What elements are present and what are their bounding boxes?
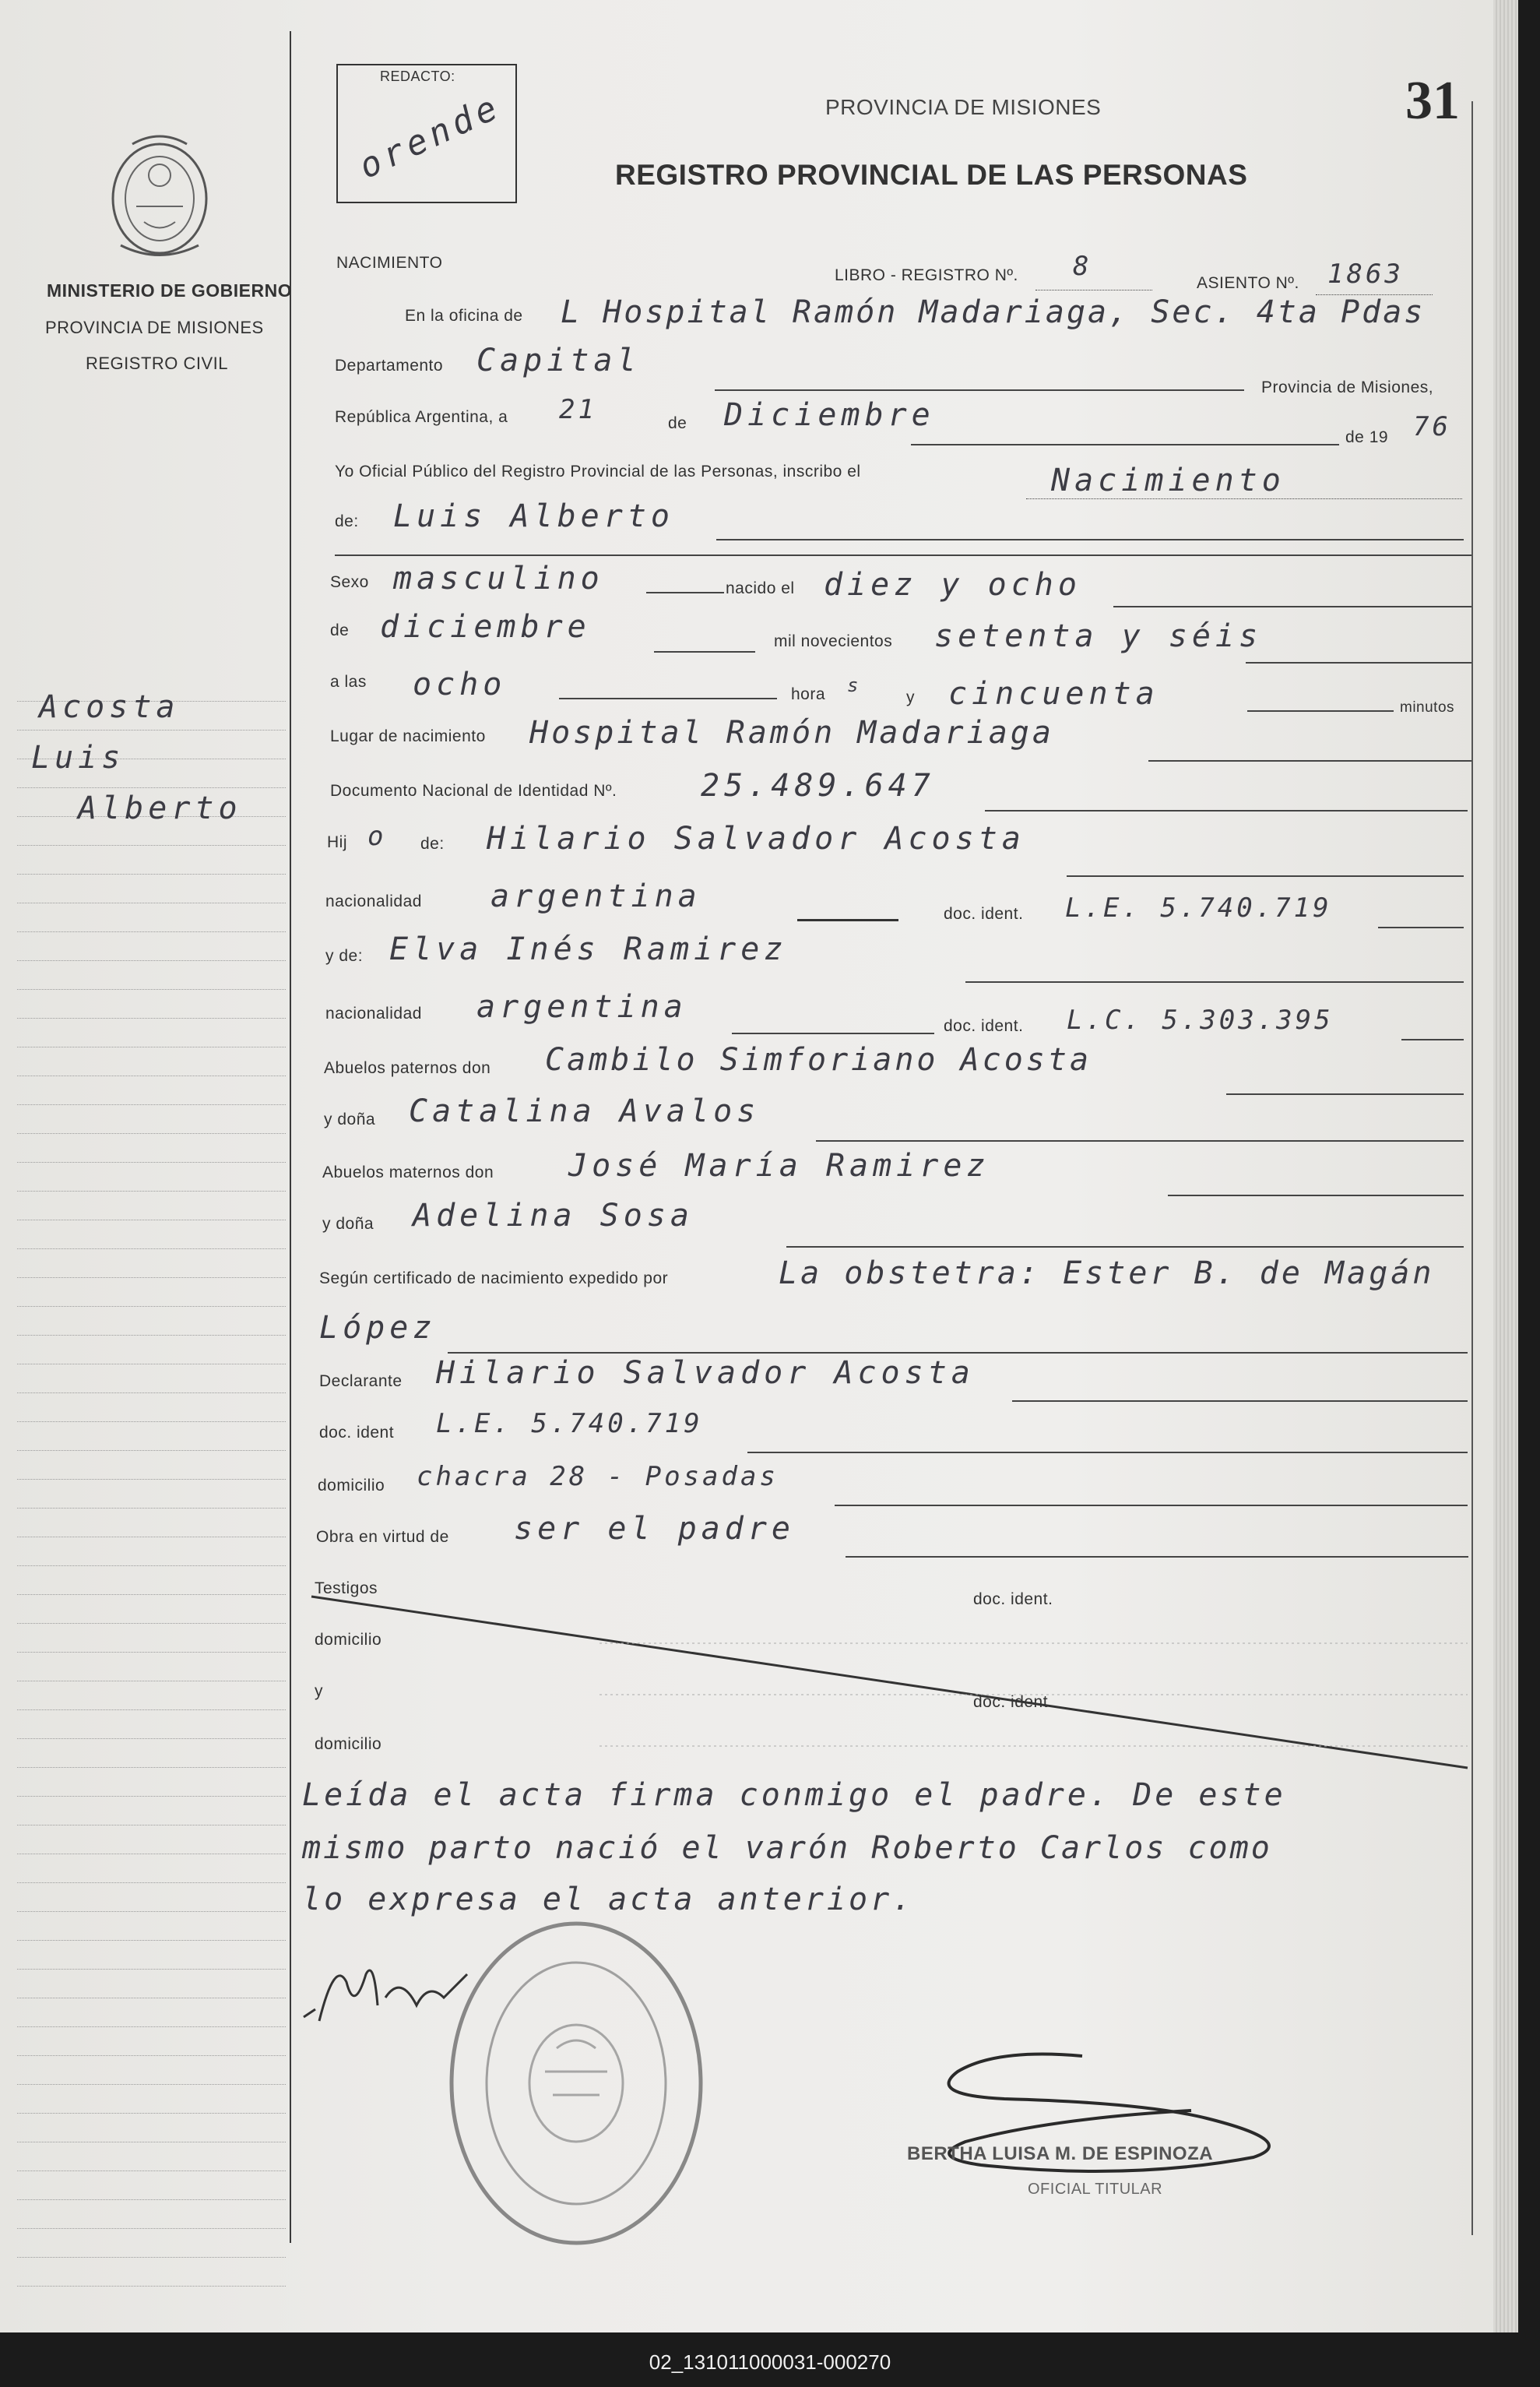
ministry-registry: REGISTRO CIVIL bbox=[86, 354, 229, 373]
right-rule bbox=[1471, 101, 1473, 2235]
hora-line bbox=[559, 698, 777, 699]
lugar-value: Hospital Ramón Madariaga bbox=[529, 715, 1054, 751]
month-value: Diciembre bbox=[724, 397, 935, 433]
mil-value: setenta y séis bbox=[934, 618, 1263, 654]
margin-ruled-line bbox=[17, 2286, 286, 2287]
oficial-value: Nacimiento bbox=[1051, 463, 1285, 498]
madre-value: Elva Inés Ramirez bbox=[389, 931, 788, 967]
margin-ruled-line bbox=[17, 1018, 286, 1019]
sexo-line bbox=[646, 592, 724, 593]
de2-label: de: bbox=[335, 512, 359, 530]
abpat-dona: Catalina Avalos bbox=[409, 1093, 761, 1129]
margin-note-first: Luis bbox=[31, 740, 125, 776]
margin-ruled-line bbox=[17, 989, 286, 990]
obra-label: Obra en virtud de bbox=[316, 1528, 449, 1546]
margin-ruled-line bbox=[17, 874, 286, 875]
margin-ruled-line bbox=[17, 1162, 286, 1163]
mes-line bbox=[654, 651, 755, 653]
minutos-line bbox=[1247, 710, 1394, 712]
segun-value-2: López bbox=[319, 1310, 437, 1346]
note-line-3: lo expresa el acta anterior. bbox=[302, 1882, 915, 1917]
ministry-label: MINISTERIO DE GOBIERNO bbox=[47, 280, 293, 301]
margin-ruled-line bbox=[17, 2228, 286, 2229]
obra-line bbox=[846, 1556, 1468, 1558]
madre-doc-line bbox=[1401, 1039, 1464, 1040]
declarante-line bbox=[1012, 1400, 1468, 1402]
mes-value: diciembre bbox=[380, 609, 591, 645]
margin-ruled-line bbox=[17, 931, 286, 932]
margin-ruled-line bbox=[17, 1421, 286, 1422]
margin-note-surname: Acosta bbox=[39, 689, 180, 725]
redacto-label: REDACTO: bbox=[380, 69, 455, 84]
margin-ruled-line bbox=[17, 2113, 286, 2114]
asiento-value: 1863 bbox=[1327, 259, 1404, 290]
dni-value: 25.489.647 bbox=[701, 768, 935, 804]
margin-ruled-line bbox=[17, 1623, 286, 1624]
hijo-label: Hij bbox=[327, 833, 347, 851]
margin-ruled-line bbox=[17, 1594, 286, 1595]
section-label: NACIMIENTO bbox=[336, 254, 443, 272]
margin-ruled-line bbox=[17, 1767, 286, 1768]
margin-rule bbox=[290, 31, 291, 2243]
margin-ruled-line bbox=[17, 1306, 286, 1307]
official-title: OFICIAL TITULAR bbox=[1028, 2181, 1163, 2198]
lugar-label: Lugar de nacimiento bbox=[330, 727, 486, 745]
hijo-suffix: o bbox=[367, 821, 387, 852]
padre-doc-value: L.E. 5.740.719 bbox=[1065, 892, 1332, 924]
horas-label: hora bbox=[791, 685, 826, 703]
margin-ruled-line bbox=[17, 1565, 286, 1566]
oficina-label: En la oficina de bbox=[405, 307, 523, 325]
ydona-label-1: y doña bbox=[324, 1111, 376, 1128]
de-label: de bbox=[668, 414, 687, 432]
padre-line bbox=[1067, 875, 1464, 877]
margin-ruled-line bbox=[17, 1392, 286, 1393]
margin-ruled-line bbox=[17, 1277, 286, 1278]
year-value: 76 bbox=[1413, 411, 1451, 442]
oficial-label: Yo Oficial Público del Registro Provincial de las Personas, inscribo el bbox=[335, 463, 861, 481]
oficina-value: L Hospital Ramón Madariaga, Sec. 4ta Pdas bbox=[561, 294, 1426, 330]
padre-value: Hilario Salvador Acosta bbox=[487, 821, 1025, 857]
margin-ruled-line bbox=[17, 1191, 286, 1192]
page-number: 31 bbox=[1405, 71, 1460, 131]
margin-ruled-line bbox=[17, 2257, 286, 2258]
sexo-value: masculino bbox=[393, 561, 604, 597]
mil-line bbox=[1246, 662, 1471, 664]
declarante-value: Hilario Salvador Acosta bbox=[436, 1355, 975, 1391]
segun-line bbox=[448, 1352, 1468, 1354]
lugar-line bbox=[1148, 760, 1471, 762]
margin-ruled-line bbox=[17, 1796, 286, 1797]
minutos-value: cincuenta bbox=[948, 676, 1159, 712]
nacido-line bbox=[1113, 606, 1471, 607]
declarante-doc-value: L.E. 5.740.719 bbox=[436, 1408, 703, 1439]
day-value: 21 bbox=[559, 394, 597, 425]
madre-doc-label: doc. ident. bbox=[944, 1017, 1024, 1035]
segun-label: Según certificado de nacimiento expedido por bbox=[319, 1269, 669, 1287]
note-line-2: mismo parto nació el varón Roberto Carlos como bbox=[302, 1830, 1272, 1866]
ministry-province: PROVINCIA DE MISIONES bbox=[45, 318, 264, 337]
alas-label: a las bbox=[330, 673, 367, 691]
margin-ruled-line bbox=[17, 2084, 286, 2085]
libro-label: LIBRO - REGISTRO Nº. bbox=[835, 266, 1018, 284]
margin-ruled-line bbox=[17, 2026, 286, 2027]
horas-suffix: s bbox=[847, 674, 862, 696]
official-stamp bbox=[444, 1916, 708, 2251]
declarante-label: Declarante bbox=[319, 1372, 403, 1390]
departamento-line bbox=[715, 389, 1244, 391]
province-title: PROVINCIA DE MISIONES bbox=[825, 95, 1102, 119]
abmat-label: Abuelos maternos don bbox=[322, 1164, 494, 1181]
margin-ruled-line bbox=[17, 730, 286, 731]
margin-ruled-line bbox=[17, 960, 286, 961]
madre-line bbox=[965, 981, 1464, 983]
padre-nac-line bbox=[797, 919, 898, 921]
official-name: BERTHA LUISA M. DE ESPINOZA bbox=[907, 2143, 1214, 2164]
padre-nac-value: argentina bbox=[490, 878, 701, 914]
margin-ruled-line bbox=[17, 1738, 286, 1739]
madre-doc-value: L.C. 5.303.395 bbox=[1067, 1005, 1334, 1036]
margin-ruled-line bbox=[17, 1969, 286, 1970]
margin-note-middle: Alberto bbox=[78, 790, 242, 826]
obra-value: ser el padre bbox=[514, 1511, 795, 1547]
madre-nac-label: nacionalidad bbox=[325, 1005, 422, 1023]
abmat-dona: Adelina Sosa bbox=[413, 1198, 694, 1234]
page-edge bbox=[1493, 0, 1518, 2332]
main-title: REGISTRO PROVINCIAL DE LAS PERSONAS bbox=[615, 159, 1248, 191]
testigos-domicilio-label: domicilio bbox=[315, 1631, 382, 1649]
margin-ruled-line bbox=[17, 1479, 286, 1480]
margin-ruled-line bbox=[17, 1652, 286, 1653]
abpat-don-line bbox=[1226, 1093, 1464, 1095]
testigos-y-label: y bbox=[315, 1682, 323, 1700]
padre-doc-label: doc. ident. bbox=[944, 905, 1024, 923]
padre-doc-line bbox=[1378, 927, 1464, 928]
ydona-label-2: y doña bbox=[322, 1215, 374, 1233]
hora-value: ocho bbox=[413, 667, 507, 702]
dni-line bbox=[985, 810, 1468, 812]
declarante-doc-label: doc. ident bbox=[319, 1424, 395, 1442]
name-line bbox=[716, 539, 1464, 540]
mil-label: mil novecientos bbox=[774, 632, 893, 650]
name-line-2 bbox=[335, 555, 1471, 556]
abpat-label: Abuelos paternos don bbox=[324, 1059, 491, 1077]
testigos-doc-label: doc. ident. bbox=[973, 1590, 1053, 1608]
margin-ruled-line bbox=[17, 1248, 286, 1249]
testigos-label: Testigos bbox=[315, 1579, 378, 1597]
margin-ruled-line bbox=[17, 1709, 286, 1710]
madre-nac-value: argentina bbox=[476, 989, 687, 1025]
testigos-domicilio-label-2: domicilio bbox=[315, 1735, 382, 1753]
margin-ruled-line bbox=[17, 2170, 286, 2171]
image-id-label: 02_131011000031-000270 bbox=[649, 2350, 891, 2374]
sexo-label: Sexo bbox=[330, 573, 369, 591]
domicilio-label: domicilio bbox=[318, 1477, 385, 1495]
abpat-don: Cambilo Simforiano Acosta bbox=[545, 1042, 1092, 1078]
margin-ruled-line bbox=[17, 1940, 286, 1941]
abmat-don-line bbox=[1168, 1195, 1464, 1196]
dni-label: Documento Nacional de Identidad Nº. bbox=[330, 782, 617, 800]
provincia-suffix: Provincia de Misiones, bbox=[1261, 378, 1434, 396]
y-label: y bbox=[906, 688, 915, 706]
abmat-don: José María Ramirez bbox=[568, 1148, 990, 1184]
margin-ruled-line bbox=[17, 2199, 286, 2200]
segun-value: La obstetra: Ester B. de Magán bbox=[779, 1255, 1435, 1291]
margin-ruled-line bbox=[17, 1508, 286, 1509]
redacto-value: orende bbox=[353, 86, 508, 187]
nacido-label: nacido el bbox=[726, 579, 795, 597]
name-value: Luis Alberto bbox=[393, 498, 674, 534]
margin-ruled-line bbox=[17, 787, 286, 788]
madre-nac-line bbox=[732, 1033, 934, 1034]
abmat-dona-line bbox=[786, 1246, 1464, 1248]
coat-of-arms-icon bbox=[101, 129, 218, 265]
de3-label: de bbox=[330, 621, 350, 639]
padre-nac-label: nacionalidad bbox=[325, 892, 422, 910]
yde-label: y de: bbox=[325, 947, 364, 965]
departamento-value: Capital bbox=[476, 343, 641, 378]
minutos-label: minutos bbox=[1400, 699, 1455, 716]
margin-ruled-line bbox=[17, 1911, 286, 1912]
abpat-dona-line bbox=[816, 1140, 1464, 1142]
republica-label: República Argentina, a bbox=[335, 408, 508, 426]
strike-through-line bbox=[304, 1581, 1479, 1776]
departamento-label: Departamento bbox=[335, 357, 444, 375]
domicilio-line bbox=[835, 1505, 1468, 1506]
nacido-value: diez y ocho bbox=[824, 567, 1081, 603]
margin-ruled-line bbox=[17, 1882, 286, 1883]
margin-ruled-line bbox=[17, 2055, 286, 2056]
oficial-line bbox=[1026, 498, 1462, 499]
de4-label: de: bbox=[420, 835, 445, 853]
margin-ruled-line bbox=[17, 1335, 286, 1336]
year-label: de 19 bbox=[1345, 428, 1389, 446]
margin-column bbox=[0, 0, 293, 2332]
margin-ruled-line bbox=[17, 845, 286, 846]
note-line-1: Leída el acta firma conmigo el padre. De este bbox=[302, 1777, 1286, 1813]
asiento-label: ASIENTO Nº. bbox=[1197, 274, 1299, 292]
margin-ruled-line bbox=[17, 1450, 286, 1451]
testigos-doc-label-2: doc. ident. bbox=[973, 1693, 1053, 1711]
domicilio-value: chacra 28 - Posadas bbox=[417, 1461, 779, 1492]
declarante-doc-line bbox=[747, 1452, 1468, 1453]
month-line bbox=[911, 444, 1339, 445]
libro-value: 8 bbox=[1073, 251, 1092, 282]
margin-ruled-line bbox=[17, 1104, 286, 1105]
margin-ruled-line bbox=[17, 1133, 286, 1134]
